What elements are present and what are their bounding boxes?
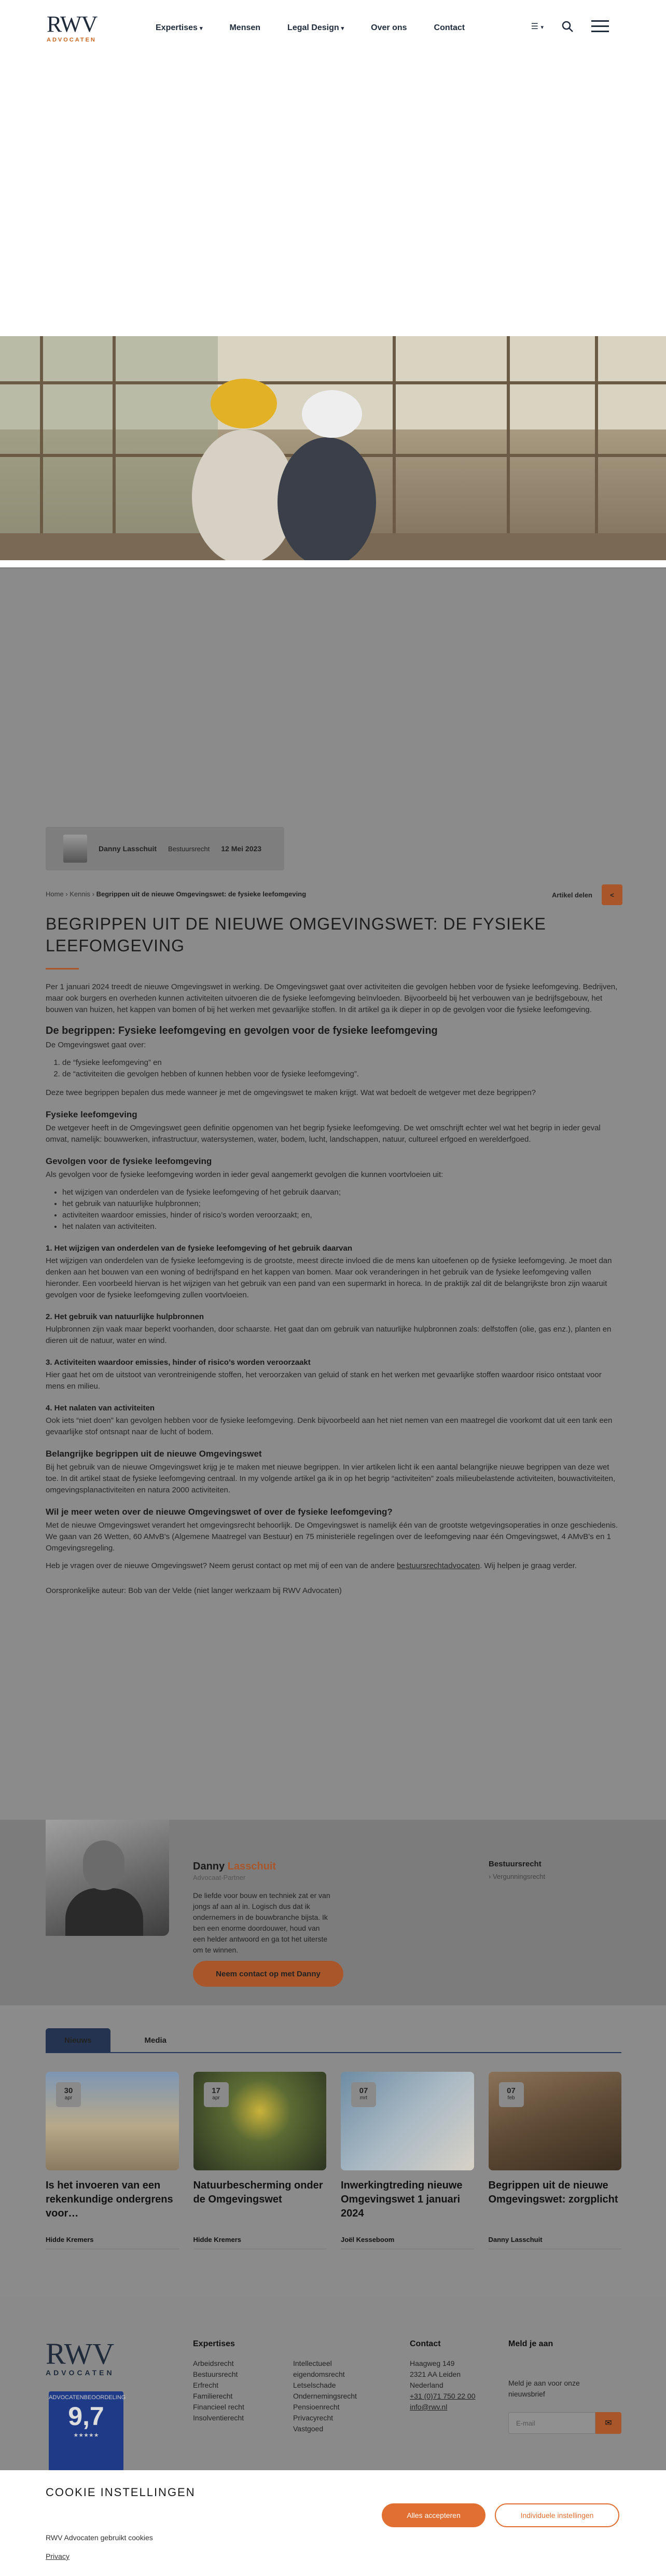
footer-link[interactable]: Ondernemingsrecht bbox=[293, 2392, 357, 2400]
list-item: 2. de “activiteiten die gevolgen hebben of kunnen hebben voor de fysieke leefomgeving”. bbox=[62, 1069, 621, 1080]
heading-4: 4. Het nalaten van activiteiten bbox=[46, 1404, 155, 1412]
email-link[interactable]: info@rwv.nl bbox=[410, 2403, 448, 2411]
author-card-bio: De liefde voor bouw en techniek zat er van jongs af aan al in. Logisch dus dat ik ondernemers in de bouwbranche bijsta. Ik ben een enorme doordouwer, houd van een helder antwoord en ga tot het uiterste om te winnen. bbox=[193, 1891, 330, 1954]
list-gevolgen bbox=[62, 1187, 621, 1232]
link-bestuursrechtadvocaten[interactable]: bestuursrechtadvocaten bbox=[397, 1561, 480, 1570]
news-cards bbox=[46, 2072, 621, 2249]
card-author: Joël Kesseboom bbox=[341, 2236, 395, 2243]
rating-badge: ADVOCATENBEOORDELING 9,7 ★★★★★ bbox=[49, 2391, 123, 2471]
card-image bbox=[193, 2072, 327, 2170]
logo-sub: ADVOCATEN bbox=[47, 37, 96, 43]
chevron-right-icon: › bbox=[65, 890, 70, 898]
cookie-title: COOKIE INSTELLINGEN bbox=[46, 2486, 196, 2499]
footer-link[interactable]: Insolventierecht bbox=[193, 2414, 244, 2422]
avatar bbox=[63, 835, 87, 863]
intro-paragraph: Per 1 januari 2024 treedt de nieuwe Omgevingswet in werking. De Omgevingswet gaat over activiteiten die gevolgen hebben voor de fysieke leefomgeving. Bedrijven, maar ook burgers en overheden kunnen activiteiten uitvoeren die de fysieke leefomgeving beïnvloeden. Bijvoorbeeld bij het verbouwen van je bedrijfsgebouw, het bouwen van huizen, het kappen van bomen of bij het werken met gevaarlijke stoffen. In dit artikel ga ik dieper in op de gevolgen voor die fysieke leefomgeving. bbox=[46, 982, 618, 1014]
breadcrumb bbox=[46, 890, 306, 898]
phone-link[interactable]: +31 (0)71 750 22 00 bbox=[410, 2392, 476, 2400]
contact-author-button[interactable]: Neem contact op met Danny bbox=[193, 1961, 343, 1987]
expertise-item[interactable]: › Vergunningsrecht bbox=[489, 1873, 546, 1880]
footer-expertises-col1 bbox=[193, 2358, 244, 2423]
card-author: Danny Lasschuit bbox=[488, 2236, 543, 2243]
cookie-text: RWV Advocaten gebruikt cookies bbox=[46, 2533, 153, 2542]
author-photo bbox=[46, 1820, 169, 1936]
footer-link[interactable]: Vastgoed bbox=[293, 2425, 324, 2433]
list-item: • het gebruik van natuurlijke hulpbronnen; bbox=[62, 1198, 621, 1210]
original-author-note: Oorspronkelijke auteur: Bob van der Velde (niet langer werkzaam bij RWV Advocaten) bbox=[46, 1586, 342, 1595]
share-label: Artikel delen bbox=[551, 891, 592, 899]
list-item: • het nalaten van activiteiten. bbox=[62, 1221, 621, 1232]
author-category: Bestuursrecht bbox=[168, 844, 210, 853]
footer-link[interactable]: Erfrecht bbox=[193, 2381, 219, 2389]
tab-media[interactable]: Media bbox=[144, 2035, 167, 2045]
header-icons bbox=[531, 20, 609, 33]
footer-link[interactable]: Bestuursrecht bbox=[193, 2370, 238, 2378]
publish-date: 12 Mei 2023 bbox=[221, 844, 262, 853]
paragraph: De wetgever heeft in de Omgevingswet geen definitie opgenomen van het begrip fysieke leefomgeving. De wet omschrijft echter wel wat het begrip in ieder geval omvat, namelijk: bouwwerken, infrastructuur, watersystemen, water, bodem, lucht, landschappen, natuur, cultureel erfgoed en werelderfgoed. bbox=[46, 1124, 601, 1144]
card-date: 07 mrt bbox=[351, 2082, 376, 2107]
card-image bbox=[46, 2072, 179, 2170]
overlay-edge bbox=[0, 567, 666, 568]
paragraph: De Omgevingswet gaat over: bbox=[46, 1041, 146, 1049]
main-nav bbox=[156, 23, 465, 33]
news-tabs bbox=[46, 2028, 621, 2053]
author-card-name: Danny Lasschuit bbox=[193, 1861, 276, 1872]
heading-belangrijke: Belangrijke begrippen uit de nieuwe Omgevingswet bbox=[46, 1449, 262, 1459]
footer-expertises-heading: Expertises bbox=[193, 2339, 235, 2348]
footer-link[interactable]: Arbeidsrecht bbox=[193, 2359, 234, 2367]
card-date: 30 apr bbox=[56, 2082, 81, 2107]
newsletter-email-input[interactable]: E-mail bbox=[508, 2412, 595, 2434]
tab-nieuws[interactable]: Nieuws bbox=[46, 2028, 110, 2052]
share-icon[interactable]: < bbox=[602, 884, 622, 905]
newsletter-text: Meld je aan voor onze nieuwsbrief bbox=[508, 2379, 580, 2398]
card-author: Hidde Kremers bbox=[46, 2236, 94, 2243]
site-logo[interactable] bbox=[47, 13, 104, 43]
heading-2: 2. Het gebruik van natuurlijke hulpbronnen bbox=[46, 1312, 204, 1321]
paragraph: Bij het gebruik van de nieuwe Omgevingswet krijg je te maken met nieuwe begrippen. In vier artikelen licht ik een aantal belangrijke nieuwe begrippen van deze wet toe. In dit artikel staat de fysieke leefomgeving centraal. In my volgende artikel ga ik in op het begrip “activiteiten” zoals milieubelastende activiteiten, bouwactiviteiten, omgevingsplanactiviteiten en natura 2000 activiteiten. bbox=[46, 1463, 616, 1494]
card-author: Hidde Kremers bbox=[193, 2236, 241, 2243]
send-icon[interactable]: ✉ bbox=[595, 2412, 621, 2434]
search-icon[interactable] bbox=[561, 20, 574, 33]
newsletter-heading: Meld je aan bbox=[508, 2339, 553, 2348]
card-title[interactable]: Inwerkingtreding nieuwe Omgevingswet 1 januari 2024 bbox=[341, 2180, 463, 2219]
address-line: Nederland bbox=[410, 2381, 443, 2389]
heading-begrippen: De begrippen: Fysieke leefomgeving en gevolgen voor de fysieke leefomgeving bbox=[46, 1025, 438, 1036]
footer-contact bbox=[410, 2358, 476, 2413]
nav-over-ons[interactable]: Over ons bbox=[371, 23, 407, 32]
list-item: • het wijzigen van onderdelen van de fysieke leefomgeving of het gebruik daarvan; bbox=[62, 1187, 621, 1198]
page-title: BEGRIPPEN UIT DE NIEUWE OMGEVINGSWET: DE FYSIEKE LEEFOMGEVING bbox=[46, 915, 546, 955]
nav-expertises[interactable]: Expertises ▾ bbox=[156, 23, 203, 32]
footer-link[interactable]: Intellectueel eigendomsrecht bbox=[293, 2359, 345, 2378]
paragraph: Hier gaat het om de uitstoot van verontreinigende stoffen, het veroorzaken van geluid of stank en het werken met gevaarlijke stoffen waardoor risico ontstaat voor mens en milieu. bbox=[46, 1370, 602, 1391]
footer-logo[interactable]: RWV ADVOCATEN bbox=[46, 2337, 115, 2377]
author-meta-bar bbox=[46, 827, 284, 870]
footer-link[interactable]: Familierecht bbox=[193, 2392, 233, 2400]
author-card-role: Advocaat-Partner bbox=[193, 1874, 246, 1881]
hero-illustration bbox=[0, 336, 666, 560]
paragraph: Deze twee begrippen bepalen dus mede wanneer je met de omgevingswet te maken krijgt. Wat wat bedoelt de wetgever met deze begrippen? bbox=[46, 1088, 536, 1097]
list-gaat-over bbox=[62, 1057, 621, 1080]
list-item: 1. de “fysieke leefomgeving” en bbox=[62, 1057, 621, 1069]
footer-contact-heading: Contact bbox=[410, 2339, 441, 2348]
footer-link[interactable]: Financieel recht bbox=[193, 2403, 244, 2411]
news-card[interactable] bbox=[46, 2072, 179, 2249]
news-card[interactable] bbox=[341, 2072, 474, 2249]
rating-stars-icon: ★★★★★ bbox=[73, 2432, 99, 2439]
paragraph: Met de nieuwe Omgevingswet verandert het omgevingsrecht behoorlijk. De Omgevingswet is namelijk één van de grootste wetgevingsoperaties in onze geschiedenis. We gaan van 26 Wetten, 60 AMvB's (Algemene Maatregel van Bestuur) en 75 ministeriële regelingen over de leefomgeving naar één Omgevingswet, 4 AMvB's en 1 Omgevingsregeling. bbox=[46, 1521, 618, 1553]
paragraph: Als gevolgen voor de fysieke leefomgeving worden in ieder geval aangemerkt gevolgen die kunnen voortvloeien uit: bbox=[46, 1170, 443, 1179]
address-line: 2321 AA Leiden bbox=[410, 2370, 461, 2378]
breadcrumb-kennis[interactable]: Kennis bbox=[70, 890, 91, 898]
heading-3: 3. Activiteiten waardoor emissies, hinder of risico’s worden veroorzaakt bbox=[46, 1358, 311, 1367]
nav-mensen[interactable]: Mensen bbox=[229, 23, 261, 32]
card-date: 17 apr bbox=[204, 2082, 229, 2107]
address-line: Haagweg 149 bbox=[410, 2359, 455, 2367]
heading-meer-weten: Wil je meer weten over de nieuwe Omgevingswet of over de fysieke leefomgeving? bbox=[46, 1507, 393, 1517]
paragraph-vragen: Heb je vragen over de nieuwe Omgevingswet? Neem gerust contact op met mij of een van de andere bestuursrechtadvocaten. Wij helpen je graag verder. bbox=[46, 1561, 577, 1570]
paragraph: Hulpbronnen zijn vaak maar beperkt voorhanden, door schaarste. Het gaat dan om gebruik van natuurlijke hulpbronnen zoals: delfstoffen (olie, gas enz.), planten en dieren uit de natuur, water en wind. bbox=[46, 1325, 612, 1345]
paragraph: Ook iets “niet doen” kan gevolgen hebben voor de fysieke leefomgeving. Denk bijvoorbeeld aan het niet nemen van een maatregel die voorkomt dat uit een tank een gevaarlijke stof ontsnapt naar de lucht of bodem. bbox=[46, 1416, 613, 1436]
share-block bbox=[552, 884, 622, 905]
expertise-heading[interactable]: Bestuursrecht bbox=[489, 1860, 542, 1868]
logo-mark: RWV bbox=[47, 11, 98, 37]
heading-1: 1. Het wijzigen van onderdelen van de fysieke leefomgeving of het gebruik daarvan bbox=[46, 1244, 352, 1253]
card-date: 07 feb bbox=[499, 2082, 524, 2107]
footer-link[interactable]: Letselschade bbox=[293, 2381, 336, 2389]
chevron-right-icon: › bbox=[92, 890, 96, 898]
news-card[interactable] bbox=[193, 2072, 327, 2249]
heading-fysiek: Fysieke leefomgeving bbox=[46, 1110, 137, 1119]
card-image bbox=[341, 2072, 474, 2170]
article-body bbox=[46, 981, 621, 1603]
card-title[interactable]: Is het invoeren van een rekenkundige ondergrens voor… bbox=[46, 2180, 173, 2219]
nav-contact[interactable]: Contact bbox=[434, 23, 465, 32]
privacy-link[interactable]: Privacy bbox=[46, 2552, 70, 2560]
card-title[interactable]: Begrippen uit de nieuwe Omgevingswet: zorgplicht bbox=[488, 2180, 618, 2205]
news-card[interactable] bbox=[489, 2072, 622, 2249]
individual-settings-button[interactable]: Individuele instellingen bbox=[495, 2503, 619, 2527]
chevron-down-icon: ▾ bbox=[341, 25, 344, 32]
list-item: • activiteiten waardoor emissies, hinder of risico’s worden veroorzaakt; en, bbox=[62, 1210, 621, 1221]
paragraph: Het wijzigen van onderdelen van de fysieke leefomgeving is de grootste, meest directe invloed die de mens kan uitoefenen op de fysieke leefomgeving. Je moet dan denken aan het bouwen van een woning of bedrijfspand en het kappen van bomen. Maar ook veranderingen in het gebruik van de fysieke leefomgeving vallen hieronder. Een voorbeeld hiervan is het wijzigen van het gebruik van een pand van een supermarkt in horeca. In de praktijk zal dit de belangrijkste bron zijn waaruit gevolgen voor de fysieke leefomgeving zullen voortvloeien. bbox=[46, 1256, 612, 1299]
breadcrumb-home[interactable]: Home bbox=[46, 890, 64, 898]
nav-legal-design[interactable]: Legal Design ▾ bbox=[287, 23, 344, 32]
hamburger-menu-icon[interactable] bbox=[591, 20, 609, 33]
breadcrumb-current: Begrippen uit de nieuwe Omgevingswet: de fysieke leefomgeving bbox=[96, 890, 307, 898]
card-image bbox=[489, 2072, 622, 2170]
footer-link[interactable]: Pensioenrecht bbox=[293, 2403, 340, 2411]
language-menu-icon[interactable]: ☰ ▾ bbox=[531, 22, 544, 31]
heading-gevolgen: Gevolgen voor de fysieke leefomgeving bbox=[46, 1156, 212, 1166]
chevron-down-icon: ▾ bbox=[199, 25, 203, 32]
hero-image bbox=[0, 336, 666, 560]
author-name[interactable]: Danny Lasschuit bbox=[99, 844, 157, 853]
site-header bbox=[0, 0, 666, 56]
footer-expertises-col2 bbox=[293, 2358, 381, 2434]
card-title[interactable]: Natuurbescherming onder de Omgevingswet bbox=[193, 2180, 323, 2205]
title-underline bbox=[46, 968, 79, 970]
footer-link[interactable]: Privacyrecht bbox=[293, 2414, 334, 2422]
accept-all-button[interactable]: Alles accepteren bbox=[382, 2503, 485, 2527]
